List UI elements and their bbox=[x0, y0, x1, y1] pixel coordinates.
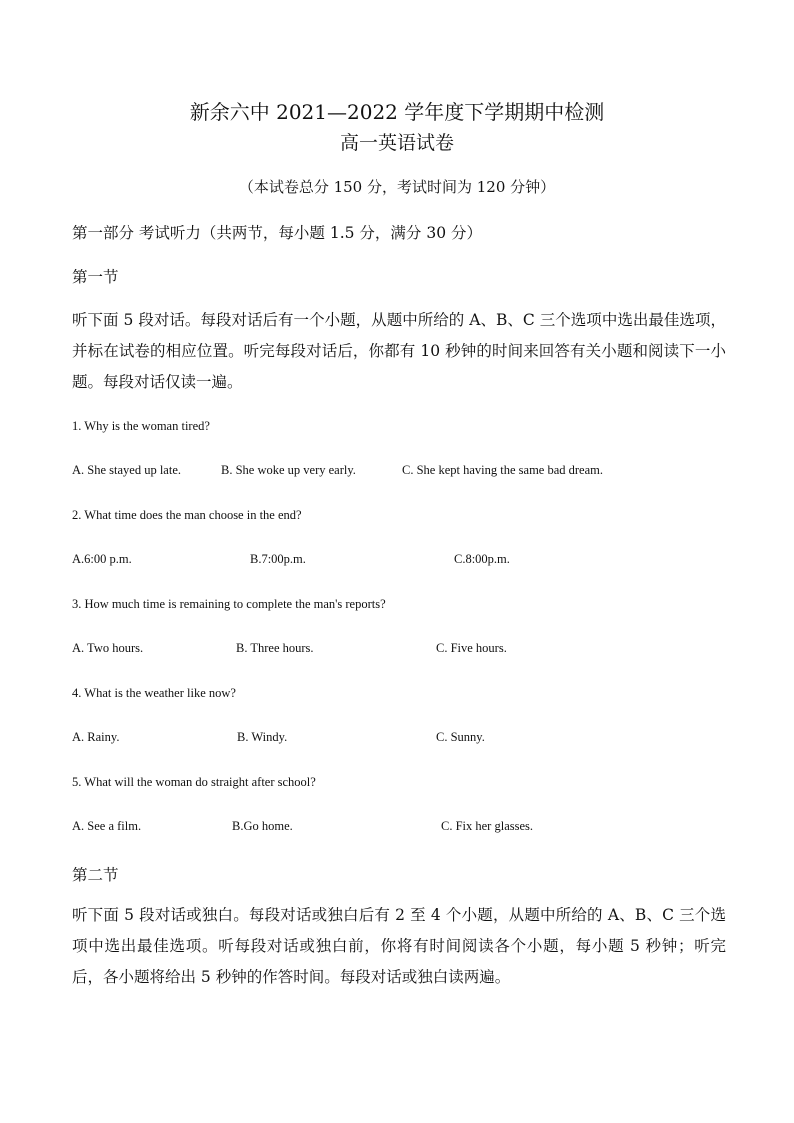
question-1: 1. Why is the woman tired? bbox=[72, 419, 210, 433]
q3-option-b: B. Three hours. bbox=[236, 641, 314, 655]
exam-subtitle: 高一英语试卷 bbox=[339, 132, 454, 154]
exam-title: 新余六中 2021—2022 学年度下学期期中检测 bbox=[189, 100, 605, 124]
question-4: 4. What is the weather like now? bbox=[72, 686, 236, 700]
section2-heading: 第二节 bbox=[72, 866, 119, 884]
section2-instructions: 听下面 5 段对话或独白。每段对话或独白后有 2 至 4 个小题，从题中所给的 A、B、C 三个选项中选出最佳选项。听每段对话或独白前，你将有时间阅读各个小题，每小题 5 秒钟；听完后，各小题将给出 5 秒钟的作答时间。每段对话或独白读两遍。 bbox=[72, 906, 726, 986]
question-3: 3. How much time is remaining to complete the man's reports? bbox=[72, 597, 386, 611]
q2-option-c: C.8:00p.m. bbox=[454, 552, 510, 566]
q1-option-b: B. She woke up very early. bbox=[221, 463, 356, 477]
section1-instructions: 听下面 5 段对话。每段对话后有一个小题，从题中所给的 A、B、C 三个选项中选出最佳选项，并标在试卷的相应位置。听完每段对话后，你都有 10 秒钟的时间来回答有关小题和阅读下一小题。每段对话仅读一遍。 bbox=[72, 311, 726, 391]
question-5: 5. What will the woman do straight after school? bbox=[72, 775, 316, 789]
q5-option-b: B.Go home. bbox=[232, 819, 293, 833]
q4-option-c: C. Sunny. bbox=[436, 730, 485, 744]
section1-heading: 第一节 bbox=[72, 268, 119, 286]
q1-option-a: A. She stayed up late. bbox=[72, 463, 182, 477]
q5-option-c: C. Fix her glasses. bbox=[441, 819, 534, 833]
q1-option-c: C. She kept having the same bad dream. bbox=[402, 463, 603, 477]
part-heading: 第一部分 考试听力（共两节，每小题 1.5 分，满分 30 分） bbox=[72, 224, 483, 242]
q4-option-b: B. Windy. bbox=[237, 730, 288, 744]
q2-option-b: B.7:00p.m. bbox=[250, 552, 306, 566]
q3-option-c: C. Five hours. bbox=[436, 641, 507, 655]
question-2: 2. What time does the man choose in the end? bbox=[72, 508, 302, 522]
q5-option-a: A. See a film. bbox=[72, 819, 142, 833]
exam-note: （本试卷总分 150 分，考试时间为 120 分钟） bbox=[238, 178, 556, 196]
q4-option-a: A. Rainy. bbox=[72, 730, 120, 744]
q2-option-a: A.6:00 p.m. bbox=[72, 552, 132, 566]
q3-option-a: A. Two hours. bbox=[72, 641, 144, 655]
